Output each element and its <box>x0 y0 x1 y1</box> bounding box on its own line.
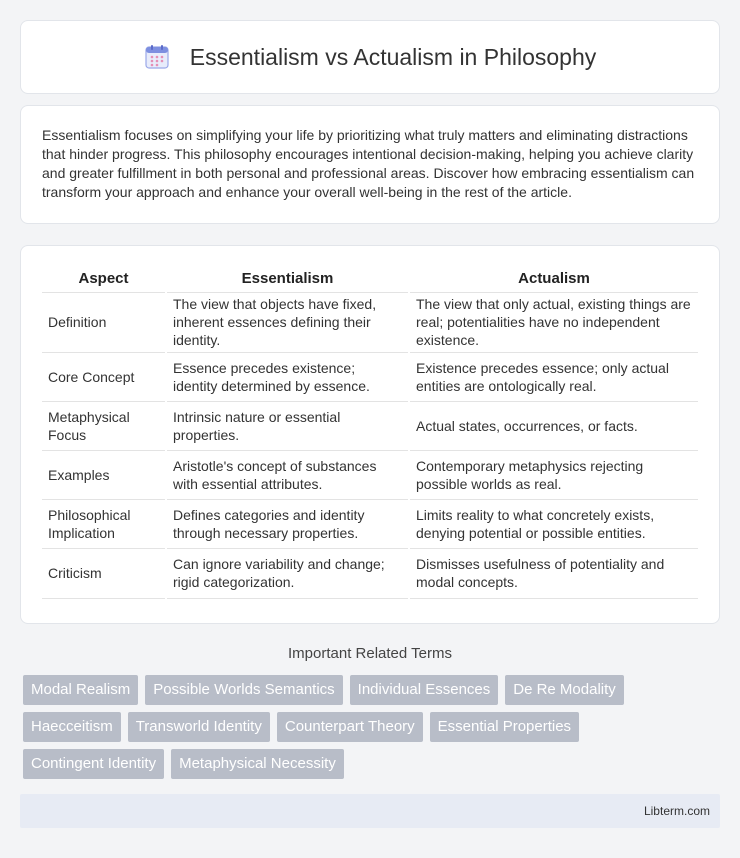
table-row <box>42 499 698 548</box>
related-terms-list <box>23 675 703 779</box>
footer-bar <box>20 794 720 828</box>
table-row <box>42 548 698 598</box>
comparison-table <box>42 266 698 599</box>
essentialism-cell: Essence precedes existence; identity determined by essence. <box>166 352 409 401</box>
aspect-cell: Criticism <box>42 548 166 598</box>
related-term-tag[interactable]: De Re Modality <box>505 675 624 705</box>
actualism-cell: Dismisses usefulness of potentiality and modal concepts. <box>409 548 698 598</box>
essentialism-cell: Defines categories and identity through necessary properties. <box>166 499 409 548</box>
related-term-tag[interactable]: Contingent Identity <box>23 749 164 779</box>
table-row <box>42 401 698 450</box>
related-term-tag[interactable]: Haecceitism <box>23 712 121 742</box>
related-term-tag[interactable]: Transworld Identity <box>128 712 270 742</box>
related-term-tag[interactable]: Individual Essences <box>350 675 499 705</box>
intro-card <box>20 105 720 224</box>
aspect-cell: Examples <box>42 450 166 499</box>
related-term-tag[interactable]: Possible Worlds Semantics <box>145 675 342 705</box>
related-terms-heading: Important Related Terms <box>288 645 452 662</box>
essentialism-cell: The view that objects have fixed, inherent essences defining their identity. <box>166 292 409 352</box>
column-header-essentialism: Essentialism <box>166 266 409 292</box>
column-header-actualism: Actualism <box>409 266 698 292</box>
table-row <box>42 292 698 352</box>
aspect-cell: Philosophical Implication <box>42 499 166 548</box>
aspect-cell: Core Concept <box>42 352 166 401</box>
table-row <box>42 450 698 499</box>
table-header-row <box>42 266 698 292</box>
related-term-tag[interactable]: Modal Realism <box>23 675 138 705</box>
related-term-tag[interactable]: Metaphysical Necessity <box>171 749 344 779</box>
essentialism-cell: Intrinsic nature or essential properties. <box>166 401 409 450</box>
calendar-icon <box>144 44 170 70</box>
aspect-cell: Definition <box>42 292 166 352</box>
column-header-aspect: Aspect <box>78 270 129 288</box>
actualism-cell: Contemporary metaphysics rejecting possible worlds as real. <box>409 450 698 499</box>
actualism-cell: Existence precedes essence; only actual entities are ontologically real. <box>409 352 698 401</box>
related-term-tag[interactable]: Essential Properties <box>430 712 579 742</box>
essentialism-cell: Can ignore variability and change; rigid categorization. <box>166 548 409 598</box>
actualism-cell: The view that only actual, existing things are real; potentialities have no independent existence. <box>409 292 698 352</box>
related-term-tag[interactable]: Counterpart Theory <box>277 712 423 742</box>
comparison-card <box>20 245 720 624</box>
intro-paragraph: Essentialism focuses on simplifying your life by prioritizing what truly matters and eliminating distractions that hinder progress. This philosophy encourages intentional decision-making, helping you achieve clarity and greater fulfillment in both personal and professional areas. Discover how embracing essentialism can transform your approach and enhance your overall well-being in the rest of the article. <box>42 127 695 200</box>
aspect-cell: Metaphysical Focus <box>42 401 166 450</box>
footer-brand-link[interactable]: Libterm.com <box>643 804 710 818</box>
page-title: Essentialism vs Actualism in Philosophy <box>189 43 597 70</box>
actualism-cell: Actual states, occurrences, or facts. <box>409 401 698 450</box>
essentialism-cell: Aristotle's concept of substances with essential attributes. <box>166 450 409 499</box>
table-row <box>42 352 698 401</box>
title-card <box>20 20 720 94</box>
actualism-cell: Limits reality to what concretely exists, denying potential or possible entities. <box>409 499 698 548</box>
